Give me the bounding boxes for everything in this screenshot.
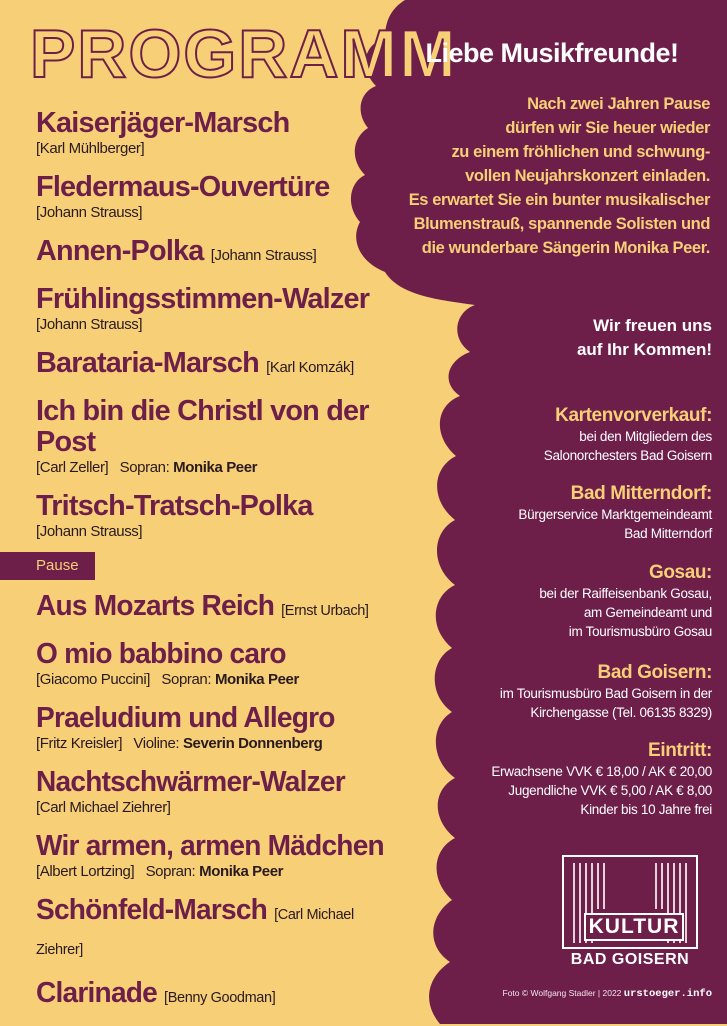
piece-title: Ich bin die Christl von der Post xyxy=(36,395,369,458)
piece-title: O mio babbino caro xyxy=(36,638,286,670)
piece-title: Tritsch-Tratsch-Polka xyxy=(36,490,313,522)
welcome-line: auf Ihr Kommen! xyxy=(576,340,712,359)
composer: [Karl Mühlberger] xyxy=(36,140,145,157)
piece-title: Barataria-Marsch xyxy=(36,347,259,379)
info-block xyxy=(452,405,712,465)
piece-title: Wir armen, armen Mädchen xyxy=(36,830,384,862)
piece-title: Clarinade xyxy=(36,977,158,1009)
program-item xyxy=(36,895,416,965)
composer: [Karl Komzák] xyxy=(266,359,354,376)
composer: [Johann Strauss] xyxy=(36,204,143,221)
program-item xyxy=(36,591,416,626)
performer-role: Sopran: xyxy=(161,671,212,688)
composer: [Johann Strauss] xyxy=(36,523,143,540)
intro-text xyxy=(348,92,710,260)
piece-title: Annen-Polka xyxy=(36,235,204,267)
program-item xyxy=(36,491,406,542)
welcome-line: Wir freuen uns xyxy=(593,316,712,335)
program-item xyxy=(36,639,416,690)
composer-line xyxy=(36,734,416,754)
program-item xyxy=(36,831,416,882)
performer-role: Violine: xyxy=(133,735,180,752)
info-line: Bürgerservice Marktgemeindeamt xyxy=(518,507,712,522)
info-line: Erwachsene VVK € 18,00 / AK € 20,00 xyxy=(491,764,712,779)
info-line: Kirchengasse (Tel. 06135 8329) xyxy=(530,705,712,720)
greeting-heading: Liebe Musikfreunde! xyxy=(425,38,679,68)
piece-title-line xyxy=(36,591,404,626)
piece-title: Nachtschwärmer-Walzer xyxy=(36,766,345,798)
logo-subtitle: BAD GOISERN xyxy=(570,951,690,968)
composer-line xyxy=(36,522,406,542)
info-block xyxy=(452,483,712,543)
info-line: Kinder bis 10 Jahre frei xyxy=(580,802,712,817)
composer: [Carl Michael Ziehrer] xyxy=(36,906,354,958)
info-heading: Kartenvorverkauf: xyxy=(555,405,712,426)
info-line: im Tourismusbüro Gosau xyxy=(568,624,712,639)
program-part-2 xyxy=(36,591,416,1026)
composer: [Johann Strauss] xyxy=(36,316,143,333)
composer: [Carl Michael Ziehrer] xyxy=(36,799,171,816)
performer-name: Severin Donnenberg xyxy=(182,735,323,752)
piece-title: Aus Mozarts Reich xyxy=(36,590,275,622)
intro-line: zu einem fröhlichen und schwung- xyxy=(451,143,710,161)
piece-title-line xyxy=(36,895,404,965)
info-line: Salonorchesters Bad Goisern xyxy=(543,448,712,463)
composer: [Benny Goodman] xyxy=(164,989,276,1006)
piece-title: Fledermaus-Ouvertüre xyxy=(36,171,330,203)
performer-name: Monika Peer xyxy=(173,459,258,476)
info-heading: Eintritt: xyxy=(648,740,712,761)
logo-frame xyxy=(562,855,698,949)
composer-line xyxy=(36,458,406,478)
composer: [Carl Zeller] xyxy=(36,459,109,476)
intro-line: Es erwartet Sie ein bunter musikalischer xyxy=(408,191,710,209)
program-title: PROGRAMM xyxy=(30,16,458,92)
intro-line: Nach zwei Jahren Pause xyxy=(527,95,710,113)
info-line: bei den Mitgliedern des xyxy=(579,429,712,444)
piece-title-line xyxy=(36,348,404,383)
composer: [Giacomo Puccini] xyxy=(36,671,151,688)
composer-line xyxy=(36,798,416,818)
pause-label: Pause xyxy=(0,552,95,580)
performer-name: Monika Peer xyxy=(214,671,299,688)
intro-line: vollen Neujahrskonzert einladen. xyxy=(465,167,710,185)
piece-title: Kaiserjäger-Marsch xyxy=(36,107,290,139)
performer-role: Sopran: xyxy=(119,459,170,476)
kultur-bad-goisern-logo xyxy=(562,855,698,973)
composer-line xyxy=(36,862,416,882)
program-item xyxy=(36,767,416,818)
info-block xyxy=(452,662,712,722)
program-item xyxy=(36,703,416,754)
welcome-text xyxy=(480,314,712,362)
info-heading: Bad Mitterndorf: xyxy=(570,483,712,504)
info-heading: Gosau: xyxy=(648,562,712,583)
info-line: Jugendliche VVK € 5,00 / AK € 8,00 xyxy=(508,783,712,798)
intro-line: dürfen wir Sie heuer wieder xyxy=(505,119,710,137)
photo-credit xyxy=(412,988,712,1000)
program-item xyxy=(36,978,416,1013)
program-item xyxy=(36,396,406,478)
info-line: am Gemeindeamt und xyxy=(583,605,712,620)
program-item xyxy=(36,284,406,335)
intro-line: die wunderbare Sängerin Monika Peer. xyxy=(421,239,710,257)
info-block xyxy=(452,740,712,819)
performer-role: Sopran: xyxy=(145,863,196,880)
composer-line xyxy=(36,315,406,335)
composer-line xyxy=(36,670,416,690)
info-heading: Bad Goisern: xyxy=(597,662,712,683)
performer-name: Monika Peer xyxy=(199,863,284,880)
composer: [Ernst Urbach] xyxy=(281,602,369,619)
program-item xyxy=(36,348,406,383)
logo-word: KULTUR xyxy=(584,913,684,941)
composer: [Johann Strauss] xyxy=(210,247,317,264)
composer: [Fritz Kreisler] xyxy=(36,735,123,752)
info-line: bei der Raiffeisenbank Gosau, xyxy=(539,586,712,601)
info-line: im Tourismusbüro Bad Goisern in der xyxy=(499,686,712,701)
composer: [Albert Lortzing] xyxy=(36,863,135,880)
info-line: Bad Mitterndorf xyxy=(624,526,712,541)
piece-title: Praeludium und Allegro xyxy=(36,702,335,734)
info-block xyxy=(452,562,712,641)
credit-text: Foto © Wolfgang Stadler | 2022 xyxy=(502,988,622,998)
piece-title: Schönfeld-Marsch xyxy=(36,894,268,926)
piece-title-line xyxy=(36,978,404,1013)
piece-title: Frühlingsstimmen-Walzer xyxy=(36,283,370,315)
credit-site: urstoeger.info xyxy=(623,988,712,1000)
intro-line: Blumenstrauß, spannende Solisten und xyxy=(413,215,710,233)
